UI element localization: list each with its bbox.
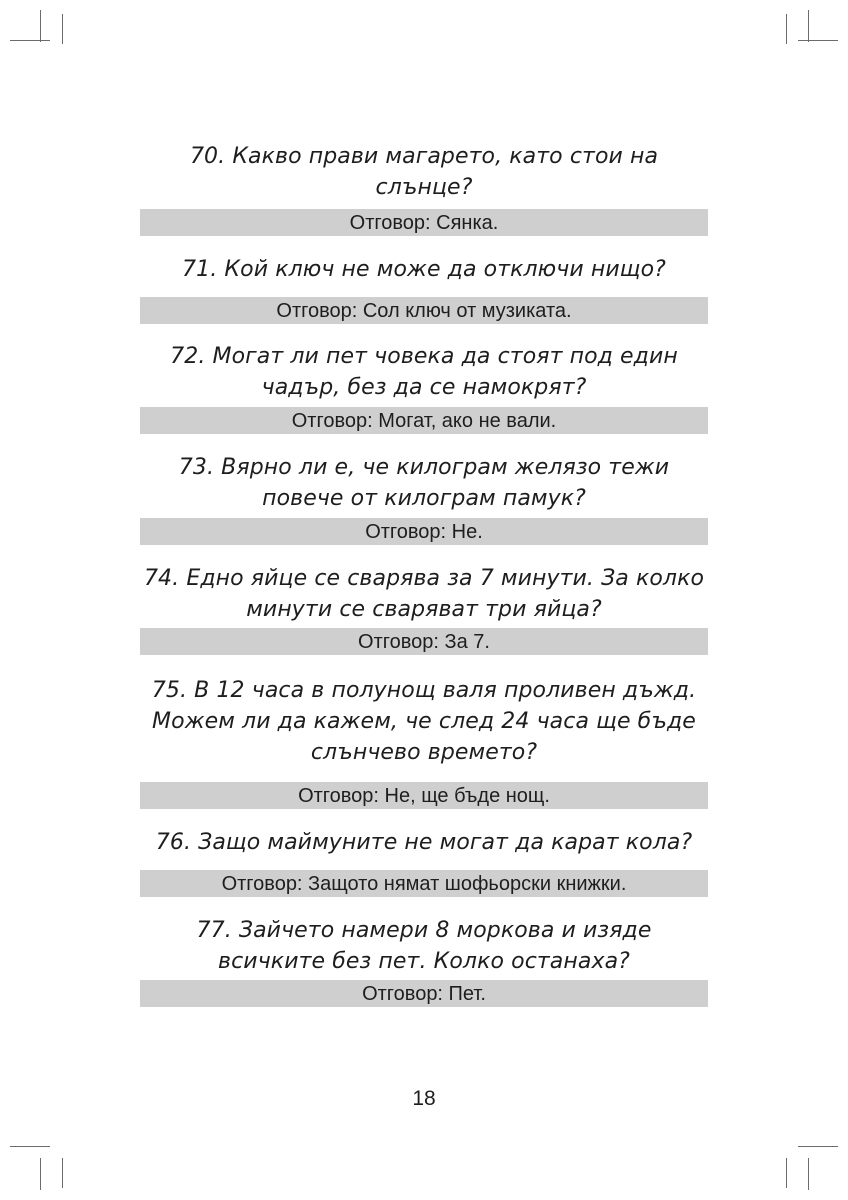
- riddle-question: 75. В 12 часа в полунощ валя проливен дъжд. Можем ли да кажем, че след 24 часа ще бъде слънчево времето?: [151, 678, 697, 765]
- riddle-answer: Отговор: Не.: [140, 518, 708, 545]
- riddle-question: 70. Какво прави магарето, като стои на слънце?: [189, 144, 659, 200]
- crop-mark-bottom-right-v2: [786, 1158, 787, 1188]
- riddle-question: 77. Зайчето намери 8 моркова и изяде всичките без пет. Колко останаха?: [196, 918, 652, 974]
- riddle-question: 76. Защо маймуните не могат да карат кола?: [155, 830, 693, 855]
- riddle-answer: Отговор: Могат, ако не вали.: [140, 407, 708, 434]
- crop-mark-top-right-v2: [786, 14, 787, 44]
- crop-mark-top-right-h: [798, 40, 838, 41]
- riddle-answer: Отговор: Сянка.: [140, 209, 708, 236]
- riddle-question: 74. Едно яйце се сварява за 7 минути. За колко минути се сваряват три яйца?: [143, 566, 705, 622]
- crop-mark-bottom-left-v: [40, 1158, 41, 1190]
- riddle-question: 72. Могат ли пет човека да стоят под един чадър, без да се намокрят?: [170, 344, 678, 400]
- riddle-answer: Отговор: Не, ще бъде нощ.: [140, 782, 708, 809]
- crop-mark-bottom-left-h: [10, 1146, 50, 1147]
- crop-mark-top-right-v: [808, 10, 809, 42]
- page-number: 18: [412, 1087, 436, 1110]
- crop-mark-top-left-v2: [62, 14, 63, 44]
- crop-mark-top-left-h: [10, 40, 50, 41]
- riddle-question: 73. Вярно ли е, че килограм желязо тежи повече от килограм памук?: [178, 455, 670, 511]
- crop-mark-top-left-v: [40, 10, 41, 42]
- crop-mark-bottom-left-v2: [62, 1158, 63, 1188]
- riddle-answer: Отговор: Защото нямат шофьорски книжки.: [140, 870, 708, 897]
- riddle-answer: Отговор: Пет.: [140, 980, 708, 1007]
- riddle-question: 71. Кой ключ не може да отключи нищо?: [182, 257, 666, 282]
- riddle-answer: Отговор: За 7.: [140, 628, 708, 655]
- crop-mark-bottom-right-v: [808, 1158, 809, 1190]
- crop-mark-bottom-right-h: [798, 1146, 838, 1147]
- riddle-answer: Отговор: Сол ключ от музиката.: [140, 297, 708, 324]
